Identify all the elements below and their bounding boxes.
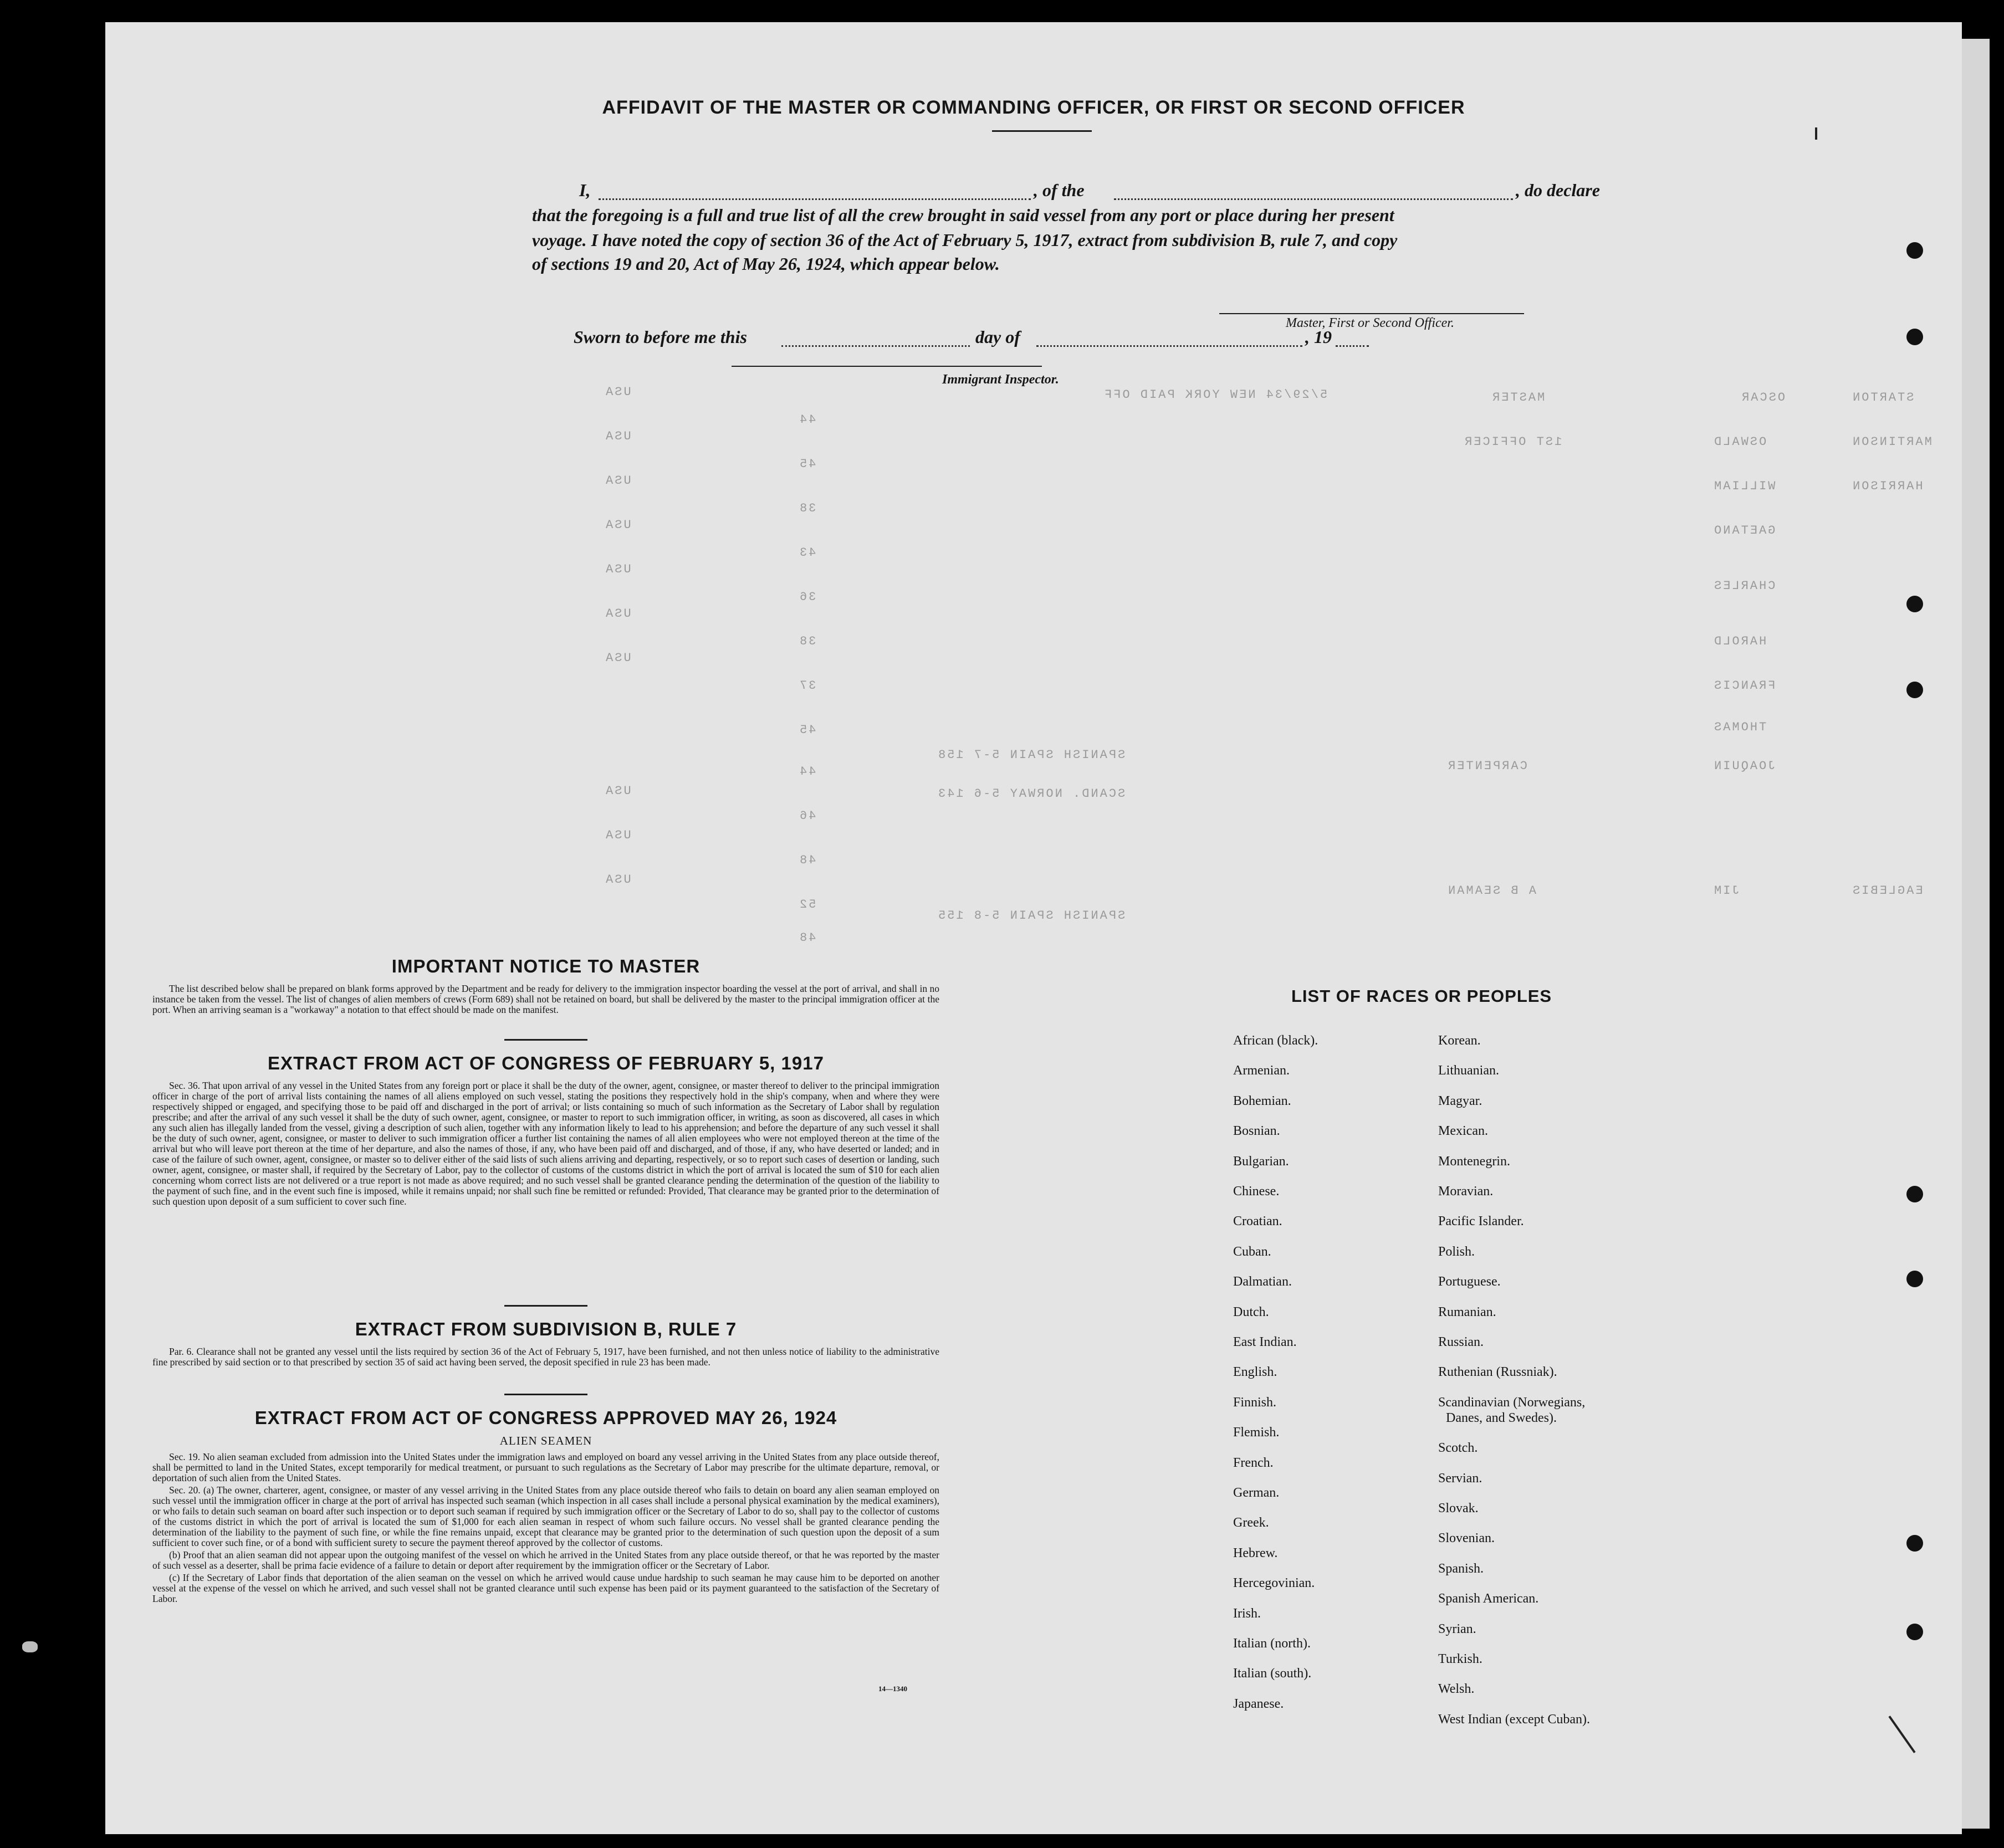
race-item: Italian (south). xyxy=(1233,1666,1312,1681)
race-item: German. xyxy=(1233,1486,1280,1500)
binder-hole xyxy=(1906,329,1923,345)
sec-36-paragraph: Sec. 36. That upon arrival of any vessel in the United States from any foreign port or place it shall be the duty of the owner, agent, consignee, or master thereof to deliver to the principal immigration officer in charge of the port of arrival lists containing the names of all aliens employed on such vessel, stating the positions they respectively hold in the ship's company, when and where they were respectively shipped or engaged, and specifying those to be paid off and discharged in the port of arrival; or lists containing so much of such information as the Secretary of Labor shall by regulation prescribe; and after the arrival of any such vessel it shall be the duty of such owner, agent, consignee, or master to report to such immigration officer, in writing, as soon as discovered, all cases in which any such alien has illegally landed from the vessel, giving a description of such alien, together with any information likely to lead to his apprehension; and before the departure of any such vessel it shall be the duty of such owner, agent, consignee, or master to deliver to such immigration officer a further list containing the names of all alien employees who were not employed thereon at the time of the arrival but who will leave port thereon at the time of her departure, and also the names of those, if any, who have been paid off and discharged, and of those, if any, who have deserted or landed; and in case of the failure of such owner, agent, consignee, or master so to deliver either of the said lists of such aliens arriving and departing, respectively, or so to report such cases of desertion or landing, such owner, agent, consignee, or master shall, if required by the Secretary of Labor, pay to the collector of customs of the customs district in which the port of arrival is located the sum of $10 for each alien concerning whom correct lists are not delivered or a true report is not made as above required; and no such vessel shall be granted clearance pending the determination of the question of the liability to the payment of such fine, and in the event such fine is imposed, while it remains unpaid; nor shall such fine be remitted or refunded: Provided, That clearance may be granted prior to the determination of such question upon deposit of a sum sufficient to cover such fine. xyxy=(152,1080,939,1207)
sec-20c-paragraph: (c) If the Secretary of Labor finds that deportation of the alien seaman on the vessel on which he arrived would cause undue hardship to such seaman he may cause him to be deported on another vessel at the expense of the vessel on which he arrived, and such vessel shall not be granted clearance until such expense has been paid or its payment guaranteed to the satisfaction of the Secretary of Labor. xyxy=(152,1572,939,1604)
divider xyxy=(504,1394,587,1395)
binder-hole xyxy=(1906,242,1923,259)
sworn-month-field[interactable] xyxy=(1036,345,1302,347)
sworn-day-field[interactable] xyxy=(781,345,970,347)
pencil-mark xyxy=(1815,127,1817,140)
signature-line[interactable] xyxy=(1219,313,1524,314)
race-item: Servian. xyxy=(1438,1471,1482,1486)
inspector-caption: Immigrant Inspector. xyxy=(942,372,1059,387)
binder-hole xyxy=(1906,1271,1923,1287)
sworn-label: Sworn to before me this xyxy=(574,327,747,347)
binder-hole xyxy=(1906,682,1923,698)
race-item: Mexican. xyxy=(1438,1124,1488,1139)
extract-1917-title: EXTRACT FROM ACT OF CONGRESS OF FEBRUARY 5, 1917 xyxy=(268,1053,824,1073)
day-of-label: day of xyxy=(975,327,1020,347)
par-6-paragraph: Par. 6. Clearance shall not be granted any vessel until the lists required by section 36 of the Act of February 5, 1917, have been furnished, and not then unless notice of liability to the administrative fine prescribed by said section or to that prescribed by section 35 of said act having been served, the deposit specified in rule 23 has been made. xyxy=(152,1346,939,1368)
race-item: Rumanian. xyxy=(1438,1304,1496,1319)
race-item: Russian. xyxy=(1438,1335,1484,1349)
race-item: Ruthenian (Russniak). xyxy=(1438,1365,1557,1380)
extract-1917-body xyxy=(152,1081,939,1209)
race-item: Welsh. xyxy=(1438,1682,1475,1697)
race-item: Scandinavian (Norwegians, xyxy=(1438,1395,1586,1410)
extract-1924-body xyxy=(152,1452,939,1606)
race-item: Croatian. xyxy=(1233,1214,1282,1229)
race-item: French. xyxy=(1233,1455,1274,1470)
notice-title: IMPORTANT NOTICE TO MASTER xyxy=(391,956,701,976)
signature-caption: Master, First or Second Officer. xyxy=(1286,316,1454,330)
race-item: Dalmatian. xyxy=(1233,1274,1292,1289)
notice-paragraph: The list described below shall be prepared on blank forms approved by the Department and be ready for delivery to the immigration inspector boarding the vessel at the port of arrival, and shall in no instance be taken from the vessel. The list of changes of alien members of crews (Form 689) shall not be retained on board, but shall be delivered by the master to the principal immigration officer at the port. When an arriving seaman is a "workaway" a notation to that effect should be made on the manifest. xyxy=(152,983,939,1015)
race-item: Irish. xyxy=(1233,1606,1261,1621)
race-item: Korean. xyxy=(1438,1033,1481,1048)
extract-rule7-body xyxy=(152,1347,939,1369)
race-item: Pacific Islander. xyxy=(1438,1214,1524,1229)
race-item: African (black). xyxy=(1233,1033,1318,1048)
notice-body xyxy=(152,984,939,1017)
race-item: Lithuanian. xyxy=(1438,1063,1499,1078)
affidavit-i-label: I, xyxy=(579,180,591,200)
race-item: Greek. xyxy=(1233,1516,1269,1530)
affidavit-title: AFFIDAVIT OF THE MASTER OR COMMANDING OFFICER, OR FIRST OR SECOND OFFICER xyxy=(602,97,1465,118)
paper-fragment xyxy=(22,1641,38,1652)
extract-rule7-title: EXTRACT FROM SUBDIVISION B, RULE 7 xyxy=(355,1319,737,1339)
race-item: Armenian. xyxy=(1233,1063,1290,1078)
race-item: Chinese. xyxy=(1233,1184,1280,1199)
race-item: Hercegovinian. xyxy=(1233,1576,1315,1591)
race-item: Bosnian. xyxy=(1233,1124,1280,1139)
binder-hole xyxy=(1906,1186,1923,1202)
inspector-signature-line[interactable] xyxy=(732,366,1042,367)
affidavit-of-the: , of the xyxy=(1034,180,1085,200)
race-item: Flemish. xyxy=(1233,1425,1280,1440)
race-item: Portuguese. xyxy=(1438,1274,1501,1289)
race-item: Finnish. xyxy=(1233,1395,1277,1410)
affidavit-line-2: that the foregoing is a full and true list of all the crew brought in said vessel from any port or place during her present xyxy=(532,205,1394,225)
sec-20b-paragraph: (b) Proof that an alien seaman did not appear upon the outgoing manifest of the vessel on which he arrived in the United States from any place outside thereof, or that he was reported by the master of such vessel as a deserter, shall be prima facie evidence of a failure to detain or deport after requirement by the immigration officer or the Secretary of Labor. xyxy=(152,1549,939,1571)
race-item: Slovenian. xyxy=(1438,1531,1495,1546)
divider xyxy=(504,1305,587,1307)
race-item: Moravian. xyxy=(1438,1184,1494,1199)
binder-hole xyxy=(1906,1624,1923,1640)
affidavit-do-declare: , do declare xyxy=(1516,180,1600,200)
alien-seamen-subtitle: ALIEN SEAMEN xyxy=(499,1434,592,1447)
affidavit-line-3: voyage. I have noted the copy of section 36 of the Act of February 5, 1917, extract from subdivision B, rule 7, and copy xyxy=(532,230,1398,250)
race-item: Bulgarian. xyxy=(1233,1154,1289,1169)
document-page: USA USA USA USA USA USA USA USA USA USA 44 45 38 43 36 38 37 45 44 46 48 52 48 5/29/34 NEW YORK PAID OFF MASTER OSCAR STARTON 1ST OFFICER OSWALD MARTINSON WILLIAM HARRISON GAETANO CHARLES HAROLD FRANCIS THOMAS JOAQUIN CARPENTER SPANISH SPAIN 5-7 158 SCAND. NORWAY 5-6 143 SPANISH SPAIN 5-8 155 JIM A B SEAMAN EAGLEBIS AFFIDAVIT OF THE MASTER OR COMMANDING OFFICER, OR FIRST OR SECOND OFFICER I, , of the , do declare that the foregoing is a full and true list of all the crew brought in said vessel from any port or place during her present voyage. I have noted the copy of section 36 of the Act of February 5, 1917, extract from subdivision B, rule 7, and copy of sections 19 and 20, Act of May 26, 1924, which appear below. Master, First or Second Officer. Sworn to before me this day of , 19 Immigrant Inspector. IMPORTANT NOTICE TO MASTER The list described below shall be prepared on blank forms approved by the Department and be ready for delivery to the immigration inspector boarding the vessel at the port of arrival, and shall in no instance be taken from the vessel. The list of changes of alien members of crews (Form 689) shall not be retained on board, but shall be delivered by the master to the principal immigration officer at the port. When an arriving seaman is a "workaway" a notation to that effect should be made on the manifest. EXTRACT FROM ACT OF CONGRESS OF FEBRUARY 5, 1917 Sec. 36. That upon arrival of any vessel in the United States from any foreign port or place it shall be the duty of the owner, agent, consignee, or master thereof to deliver to the principal immigration officer in charge of the port of arrival lists containing the names of all aliens employed on such vessel, stating the positions they respectively hold in the ship's company, when and where they were respectively shipped or engaged, and specifying those to be paid off and discharged in the port of arrival; or lists containing so much of such information as the Secretary of Labor shall by regulation prescribe; and after the arrival of any such vessel it shall be the duty of such owner, agent, consignee, or master to report to such immigration officer, in writing, as soon as discovered, all cases in which any such alien has illegally landed from the vessel, giving a description of such alien, together with any information likely to lead to his apprehension; and before the departure of any such vessel it shall be the duty of such owner, agent, consignee, or master to deliver to such immigration officer a further list containing the names of all alien employees who were not employed thereon at the time of the arrival but who will leave port thereon at the time of her departure, and also the names of those, if any, who have been paid off and discharged, and of those, if any, who have deserted or landed; and in case of the failure of such owner, agent, consignee, or master so to deliver either of the said lists of such aliens arriving and departing, respectively, or so to report such cases of desertion or landing, such owner, agent, consignee, or master shall, if required by the Secretary of Labor, pay to the collector of customs of the customs district in which the port of arrival is located the sum of $10 for each alien concerning whom correct lists are not delivered or a true report is not made as above required; and no such vessel shall be granted clearance pending the determination of the question of the liability to the payment of such fine, and in the event such fine is imposed, while it remains unpaid; nor shall such fine be remitted or refunded: Provided, That clearance may be granted prior to the determination of such question upon deposit of a sum sufficient to cover such fine. EXTRACT FROM SUBDIVISION B, RULE 7 Par. 6. Clearance shall not be granted any vessel until the lists required by section 36 of the Act of February 5, 1917, have been furnished, and not then unless notice of liability to the administrative fine prescribed by said section or to that prescribed by section 35 of said act having been served, the deposit specified in rule 23 has been made. EXTRACT FROM ACT OF CONGRESS APPROVED MAY 26, 1924 ALIEN SEAMEN Sec. 19. No alien seaman excluded from admission into the United States under the immigration laws and employed on board any vessel arriving in the United States from any place outside thereof, shall be permitted to land in the United States, except temporarily for medical treatment, or pursuant to such regulations as the Secretary of Labor may prescribe for the ultimate departure, removal, or deportation of such alien from the United States. Sec. 20. (a) The owner, charterer, agent, consignee, or master of any vessel arriving in the United States from any place outside thereof who fails to detain on board any alien seaman employed on such vessel until the immigration officer in charge at the port of arrival has inspected such seaman (which inspection in all cases shall include a personal physical examination by the medical examiners), or who fails to detain such seaman on board after such inspection or to deport such seaman if required by such immigration officer or the Secretary of Labor to do so, shall pay to the collector of customs of the customs district in which the port of arrival is located the sum of $1,000 for each alien seaman in respect of whom such failure occurs. No vessel shall be granted clearance pending the determination of the liability to the payment of such fine, or while the fine remains unpaid, except that clearance may be granted prior to the determination of such question upon the deposit of a sum sufficient to cover such fine, or of a bond with sufficient surety to secure the payment thereof approved by the collector of customs. (b) Proof that an alien seaman did not appear upon the outgoing manifest of the vessel on which he arrived in the United States from any place outside thereof, or that he was reported by the master of such vessel as a deserter, shall be prima facie evidence of a failure to detain or deport after requirement by the immigration officer or the Secretary of Labor. (c) If the Secretary of Labor finds that deportation of the alien seaman on the vessel on which he arrived would cause undue hardship to such seaman he may cause him to be deported on another vessel at the expense of the vessel on which he arrived, and such vessel shall not be granted clearance until such expense has been paid or its payment guaranteed to the satisfaction of the Secretary of Labor. 14—1340 LIST OF RACES OR PEOPLES African (black). Armenian. Bohemian. Bosnian. Bulgarian. Chinese. Croatian. Cuban. Dalmatian. Dutch. East Indian. English. Finnish. Flemish. French. German. Greek. Hebrew. Hercegovinian. Irish. Italian (north). Italian (south). Japanese. Korean. Lithuanian. Magyar. Mexican. Montenegrin. Moravian. Pacific Islander. Polish. Portuguese. Rumanian. Russian. Ruthenian (Russniak). Scandinavian (Norwegians, Danes, and Swedes). Scotch. Servian. Slovak. Slovenian. Spanish. Spanish American. Syrian. Turkish. Welsh. West Indian (except Cuban). xyxy=(105,22,1962,1834)
race-item: Spanish. xyxy=(1438,1561,1484,1576)
year-label: , 19 xyxy=(1305,327,1332,347)
race-item: Slovak. xyxy=(1438,1501,1479,1516)
race-item: Polish. xyxy=(1438,1244,1475,1259)
race-item: Japanese. xyxy=(1233,1696,1284,1711)
race-item: West Indian (except Cuban). xyxy=(1438,1712,1590,1727)
extract-1924-title: EXTRACT FROM ACT OF CONGRESS APPROVED MAY 26, 1924 xyxy=(254,1407,837,1428)
race-item: Bohemian. xyxy=(1233,1093,1291,1108)
race-item: Hebrew. xyxy=(1233,1545,1278,1560)
race-item: Dutch. xyxy=(1233,1304,1269,1319)
race-item: Danes, and Swedes). xyxy=(1446,1410,1557,1425)
race-item: Turkish. xyxy=(1438,1652,1482,1666)
title-underline xyxy=(992,130,1092,132)
binder-hole xyxy=(1906,1535,1923,1552)
races-title: LIST OF RACES OR PEOPLES xyxy=(1291,986,1552,1006)
race-item: Magyar. xyxy=(1438,1093,1482,1108)
race-item: Syrian. xyxy=(1438,1621,1476,1636)
form-number: 14—1340 xyxy=(878,1685,907,1693)
race-item: Italian (north). xyxy=(1233,1636,1311,1651)
race-item: Cuban. xyxy=(1233,1244,1271,1259)
race-item: Montenegrin. xyxy=(1438,1154,1510,1169)
divider xyxy=(504,1039,587,1041)
sec-19-paragraph: Sec. 19. No alien seaman excluded from admission into the United States under the immigration laws and employed on board any vessel arriving in the United States from any place outside thereof, shall be permitted to land in the United States, except temporarily for medical treatment, or pursuant to such regulations as the Secretary of Labor may prescribe for the ultimate departure, removal, or deportation of such alien from the United States. xyxy=(152,1451,939,1483)
master-name-field[interactable] xyxy=(599,198,1031,200)
sworn-year-field[interactable] xyxy=(1336,345,1369,347)
race-item: Scotch. xyxy=(1438,1441,1478,1456)
sec-20a-paragraph: Sec. 20. (a) The owner, charterer, agent, consignee, or master of any vessel arriving in the United States from any place outside thereof who fails to detain on board any alien seaman employed on such vessel until the immigration officer in charge at the port of arrival has inspected such seaman (which inspection in all cases shall include a personal physical examination by the medical examiners), or who fails to detain such seaman on board after such inspection or to deport such seaman if required by such immigration officer or the Secretary of Labor to do so, shall pay to the collector of customs of the customs district in which the port of arrival is located the sum of $1,000 for each alien seaman in respect of whom such failure occurs. No vessel shall be granted clearance pending the determination of the liability to the payment of such fine, or while the fine remains unpaid, except that clearance may be granted prior to the determination of such question upon the deposit of a sum sufficient to cover such fine, or of a bond with sufficient surety to secure the payment thereof approved by the collector of customs. xyxy=(152,1484,939,1548)
affidavit-line-4: of sections 19 and 20, Act of May 26, 1924, which appear below. xyxy=(532,254,1000,274)
race-item: East Indian. xyxy=(1233,1335,1297,1349)
race-item: English. xyxy=(1233,1365,1277,1380)
binder-hole xyxy=(1906,596,1923,612)
vessel-name-field[interactable] xyxy=(1114,198,1513,200)
race-item: Spanish American. xyxy=(1438,1591,1539,1606)
